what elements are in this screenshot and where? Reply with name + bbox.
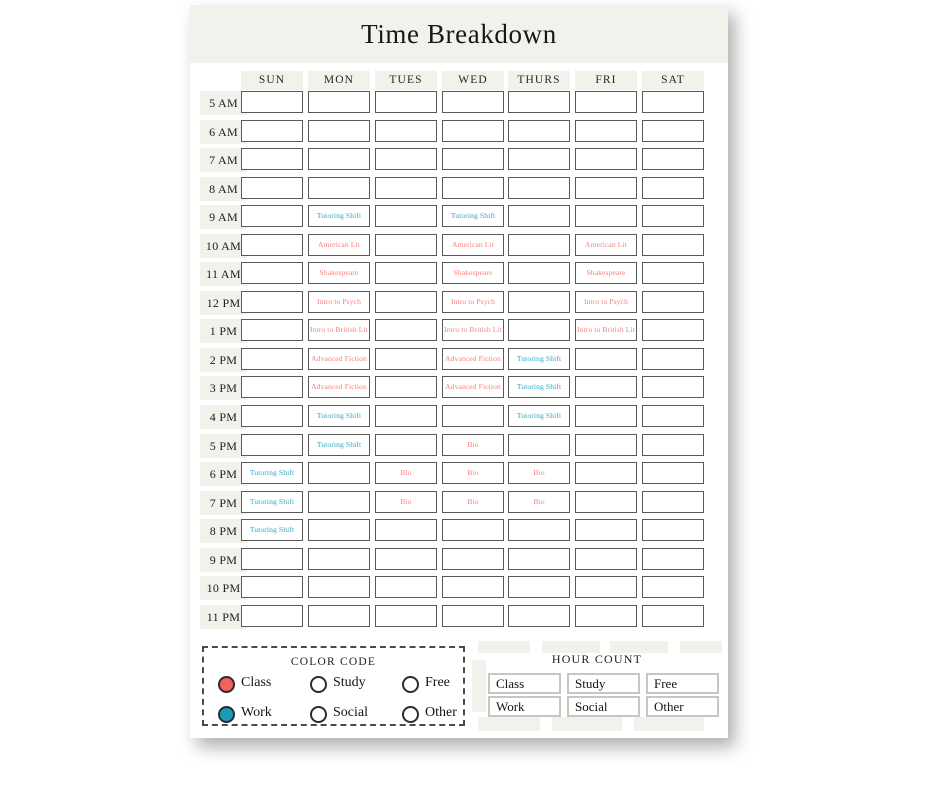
time-label: 12 PM	[200, 291, 247, 315]
schedule-cell-empty[interactable]	[508, 120, 570, 142]
time-label: 9 AM	[200, 205, 247, 229]
schedule-cell-filled[interactable]: Intro to British Lit	[308, 319, 370, 341]
title-band	[190, 5, 728, 63]
schedule-cell-empty[interactable]	[642, 177, 704, 199]
schedule-row	[190, 317, 728, 346]
schedule-cell-filled[interactable]: Advanced Fiction	[308, 348, 370, 370]
hour-count-field-study[interactable]: Study	[567, 673, 640, 694]
schedule-cell-empty[interactable]	[642, 234, 704, 256]
color-code-title: COLOR CODE	[290, 656, 377, 668]
schedule-cell-empty[interactable]	[642, 405, 704, 427]
schedule-cell-empty[interactable]	[442, 148, 504, 170]
color-swatch-icon[interactable]	[310, 706, 327, 723]
color-code-label: Class	[241, 675, 272, 690]
schedule-cell-filled[interactable]: American Lit	[442, 234, 504, 256]
schedule-cell-filled[interactable]: Intro to British Lit	[575, 319, 637, 341]
schedule-cell-filled[interactable]: Tutoring Shift	[241, 462, 303, 484]
schedule-cell-filled[interactable]: Bio	[508, 462, 570, 484]
schedule-row	[190, 374, 728, 403]
schedule-cell-empty[interactable]	[308, 548, 370, 570]
time-label: 9 PM	[200, 548, 247, 572]
time-label: 7 PM	[200, 491, 247, 515]
schedule-cell-empty[interactable]	[508, 234, 570, 256]
color-swatch-icon[interactable]	[402, 706, 419, 723]
schedule-cell-empty[interactable]	[642, 262, 704, 284]
schedule-cell-empty[interactable]	[508, 262, 570, 284]
schedule-cell-empty[interactable]	[575, 376, 637, 398]
schedule-cell-empty[interactable]	[508, 576, 570, 598]
schedule-cell-filled[interactable]: Tutoring Shift	[442, 205, 504, 227]
schedule-cell-empty[interactable]	[375, 177, 437, 199]
schedule-row	[190, 146, 728, 175]
schedule-cell-empty[interactable]	[575, 120, 637, 142]
time-label: 11 PM	[200, 605, 247, 629]
schedule-cell-empty[interactable]	[308, 491, 370, 513]
schedule-cell-empty[interactable]	[308, 177, 370, 199]
schedule-cell-empty[interactable]	[442, 576, 504, 598]
day-header-sat: SAT	[642, 71, 704, 90]
page-title: Time Breakdown	[361, 19, 557, 49]
schedule-cell-empty[interactable]	[375, 405, 437, 427]
planner-sheet	[190, 5, 728, 738]
schedule-cell-empty[interactable]	[575, 348, 637, 370]
schedule-cell-empty[interactable]	[375, 348, 437, 370]
time-label: 8 PM	[200, 519, 247, 543]
schedule-cell-filled[interactable]: Advanced Fiction	[308, 376, 370, 398]
schedule-cell-empty[interactable]	[375, 234, 437, 256]
day-header-thurs: THURS	[508, 71, 570, 90]
schedule-cell-empty[interactable]	[642, 348, 704, 370]
schedule-cell-empty[interactable]	[442, 605, 504, 627]
color-swatch-icon[interactable]	[310, 676, 327, 693]
schedule-row	[190, 460, 728, 489]
color-code-label: Free	[425, 675, 450, 690]
schedule-cell-empty[interactable]	[642, 519, 704, 541]
day-header-wed: WED	[442, 71, 504, 90]
day-header-fri: FRI	[575, 71, 637, 90]
schedule-cell-filled[interactable]: Tutoring Shift	[308, 205, 370, 227]
day-header-tues: TUES	[375, 71, 437, 90]
time-label: 1 PM	[200, 319, 247, 343]
time-label: 4 PM	[200, 405, 247, 429]
schedule-cell-empty[interactable]	[241, 434, 303, 456]
time-label: 6 PM	[200, 462, 247, 486]
schedule-row	[190, 89, 728, 118]
schedule-cell-filled[interactable]: Bio	[442, 434, 504, 456]
schedule-row	[190, 603, 728, 632]
schedule-cell-filled[interactable]: Shakespeare	[442, 262, 504, 284]
schedule-cell-empty[interactable]	[508, 319, 570, 341]
schedule-cell-filled[interactable]: Tutoring Shift	[508, 348, 570, 370]
schedule-cell-empty[interactable]	[575, 91, 637, 113]
color-swatch-icon[interactable]	[402, 676, 419, 693]
schedule-cell-empty[interactable]	[241, 405, 303, 427]
schedule-cell-empty[interactable]	[642, 319, 704, 341]
color-code-label: Social	[333, 705, 368, 720]
schedule-cell-empty[interactable]	[575, 177, 637, 199]
time-label: 11 AM	[200, 262, 247, 286]
schedule-cell-empty[interactable]	[308, 519, 370, 541]
schedule-cell-empty[interactable]	[375, 576, 437, 598]
hour-count-field-free[interactable]: Free	[646, 673, 719, 694]
schedule-cell-empty[interactable]	[241, 177, 303, 199]
schedule-cell-filled[interactable]: American Lit	[308, 234, 370, 256]
schedule-cell-empty[interactable]	[375, 291, 437, 313]
hour-count-field-other[interactable]: Other	[646, 696, 719, 717]
schedule-cell-empty[interactable]	[575, 605, 637, 627]
hour-count-field-social[interactable]: Social	[567, 696, 640, 717]
schedule-cell-empty[interactable]	[442, 120, 504, 142]
schedule-cell-empty[interactable]	[241, 376, 303, 398]
schedule-row	[190, 517, 728, 546]
schedule-cell-empty[interactable]	[575, 434, 637, 456]
weekly-schedule-grid	[190, 63, 728, 631]
schedule-row	[190, 546, 728, 575]
schedule-cell-empty[interactable]	[575, 576, 637, 598]
schedule-cell-empty[interactable]	[508, 91, 570, 113]
time-label: 10 PM	[200, 576, 247, 600]
schedule-cell-empty[interactable]	[375, 205, 437, 227]
schedule-row	[190, 432, 728, 461]
time-label: 8 AM	[200, 177, 247, 201]
hour-count-field-class[interactable]: Class	[488, 673, 561, 694]
schedule-cell-empty[interactable]	[575, 405, 637, 427]
color-code-label: Work	[241, 705, 272, 720]
day-header-sun: SUN	[241, 71, 303, 90]
schedule-cell-empty[interactable]	[308, 462, 370, 484]
schedule-cell-filled[interactable]: Bio	[442, 462, 504, 484]
schedule-cell-empty[interactable]	[508, 205, 570, 227]
schedule-cell-empty[interactable]	[575, 548, 637, 570]
schedule-cell-empty[interactable]	[642, 205, 704, 227]
schedule-cell-filled[interactable]: Tutoring Shift	[308, 405, 370, 427]
hour-count-field-work[interactable]: Work	[488, 696, 561, 717]
schedule-cell-empty[interactable]	[375, 376, 437, 398]
schedule-row	[190, 289, 728, 318]
schedule-cell-empty[interactable]	[241, 120, 303, 142]
schedule-row	[190, 232, 728, 261]
schedule-cell-empty[interactable]	[375, 605, 437, 627]
schedule-cell-filled[interactable]: American Lit	[575, 234, 637, 256]
schedule-cell-filled[interactable]: Tutoring Shift	[508, 405, 570, 427]
color-swatch-icon[interactable]	[218, 706, 235, 723]
schedule-cell-empty[interactable]	[241, 576, 303, 598]
schedule-cell-empty[interactable]	[642, 376, 704, 398]
schedule-cell-empty[interactable]	[508, 605, 570, 627]
schedule-cell-filled[interactable]: Advanced Fiction	[442, 376, 504, 398]
schedule-cell-empty[interactable]	[241, 291, 303, 313]
schedule-cell-empty[interactable]	[575, 491, 637, 513]
schedule-cell-empty[interactable]	[308, 148, 370, 170]
schedule-cell-empty[interactable]	[642, 434, 704, 456]
schedule-cell-empty[interactable]	[442, 405, 504, 427]
schedule-cell-empty[interactable]	[308, 120, 370, 142]
schedule-cell-filled[interactable]: Tutoring Shift	[508, 376, 570, 398]
schedule-cell-empty[interactable]	[642, 91, 704, 113]
schedule-cell-empty[interactable]	[642, 491, 704, 513]
schedule-cell-empty[interactable]	[642, 148, 704, 170]
schedule-row	[190, 574, 728, 603]
time-label: 6 AM	[200, 120, 247, 144]
color-code-label: Study	[333, 675, 366, 690]
schedule-cell-empty[interactable]	[241, 91, 303, 113]
schedule-cell-empty[interactable]	[241, 348, 303, 370]
schedule-cell-empty[interactable]	[241, 205, 303, 227]
schedule-cell-empty[interactable]	[442, 177, 504, 199]
schedule-cell-empty[interactable]	[508, 548, 570, 570]
schedule-cell-filled[interactable]: Bio	[508, 491, 570, 513]
time-label: 7 AM	[200, 148, 247, 172]
schedule-cell-empty[interactable]	[375, 120, 437, 142]
schedule-cell-empty[interactable]	[241, 548, 303, 570]
schedule-cell-filled[interactable]: Bio	[375, 462, 437, 484]
schedule-cell-empty[interactable]	[375, 148, 437, 170]
schedule-cell-empty[interactable]	[308, 576, 370, 598]
time-label: 2 PM	[200, 348, 247, 372]
time-label: 10 AM	[200, 234, 247, 258]
schedule-cell-empty[interactable]	[642, 291, 704, 313]
schedule-cell-empty[interactable]	[308, 605, 370, 627]
schedule-row	[190, 175, 728, 204]
schedule-cell-filled[interactable]: Bio	[442, 491, 504, 513]
schedule-cell-empty[interactable]	[375, 434, 437, 456]
schedule-cell-empty[interactable]	[241, 234, 303, 256]
schedule-cell-empty[interactable]	[375, 262, 437, 284]
schedule-cell-empty[interactable]	[241, 319, 303, 341]
schedule-cell-empty[interactable]	[442, 519, 504, 541]
time-label: 5 PM	[200, 434, 247, 458]
schedule-cell-empty[interactable]	[575, 148, 637, 170]
schedule-cell-empty[interactable]	[241, 262, 303, 284]
schedule-cell-empty[interactable]	[508, 291, 570, 313]
time-label: 3 PM	[200, 376, 247, 400]
schedule-row	[190, 403, 728, 432]
day-header-mon: MON	[308, 71, 370, 90]
hour-count-panel	[478, 646, 716, 726]
schedule-row	[190, 260, 728, 289]
schedule-cell-empty[interactable]	[308, 91, 370, 113]
schedule-cell-filled[interactable]: Intro to Psych	[308, 291, 370, 313]
schedule-cell-empty[interactable]	[375, 548, 437, 570]
schedule-cell-empty[interactable]	[241, 148, 303, 170]
day-header-row	[190, 63, 728, 89]
time-label: 5 AM	[200, 91, 247, 115]
schedule-cell-filled[interactable]: Tutoring Shift	[241, 519, 303, 541]
schedule-row	[190, 346, 728, 375]
schedule-cell-empty[interactable]	[642, 462, 704, 484]
schedule-row	[190, 118, 728, 147]
schedule-row	[190, 489, 728, 518]
schedule-cell-empty[interactable]	[241, 605, 303, 627]
schedule-cell-empty[interactable]	[575, 205, 637, 227]
schedule-cell-empty[interactable]	[642, 120, 704, 142]
color-code-panel	[202, 646, 465, 726]
color-code-label: Other	[425, 705, 457, 720]
schedule-cell-filled[interactable]: Tutoring Shift	[241, 491, 303, 513]
schedule-cell-empty[interactable]	[642, 576, 704, 598]
schedule-row	[190, 203, 728, 232]
schedule-cell-empty[interactable]	[508, 148, 570, 170]
schedule-cell-filled[interactable]: Shakespeare	[308, 262, 370, 284]
color-swatch-icon[interactable]	[218, 676, 235, 693]
schedule-cell-empty[interactable]	[508, 519, 570, 541]
hour-count-title: HOUR COUNT	[551, 652, 643, 666]
schedule-cell-empty[interactable]	[575, 519, 637, 541]
schedule-cell-empty[interactable]	[575, 462, 637, 484]
schedule-cell-empty[interactable]	[442, 91, 504, 113]
schedule-cell-empty[interactable]	[375, 519, 437, 541]
schedule-cell-empty[interactable]	[642, 548, 704, 570]
schedule-cell-filled[interactable]: Shakespeare	[575, 262, 637, 284]
schedule-cell-empty[interactable]	[508, 434, 570, 456]
schedule-cell-filled[interactable]: Tutoring Shift	[308, 434, 370, 456]
schedule-cell-filled[interactable]: Intro to Psych	[442, 291, 504, 313]
schedule-cell-empty[interactable]	[508, 177, 570, 199]
schedule-cell-filled[interactable]: Intro to Psych	[575, 291, 637, 313]
schedule-cell-empty[interactable]	[375, 319, 437, 341]
schedule-cell-filled[interactable]: Bio	[375, 491, 437, 513]
schedule-cell-empty[interactable]	[442, 548, 504, 570]
schedule-cell-empty[interactable]	[642, 605, 704, 627]
schedule-cell-filled[interactable]: Intro to British Lit	[442, 319, 504, 341]
schedule-cell-filled[interactable]: Advanced Fiction	[442, 348, 504, 370]
schedule-cell-empty[interactable]	[375, 91, 437, 113]
